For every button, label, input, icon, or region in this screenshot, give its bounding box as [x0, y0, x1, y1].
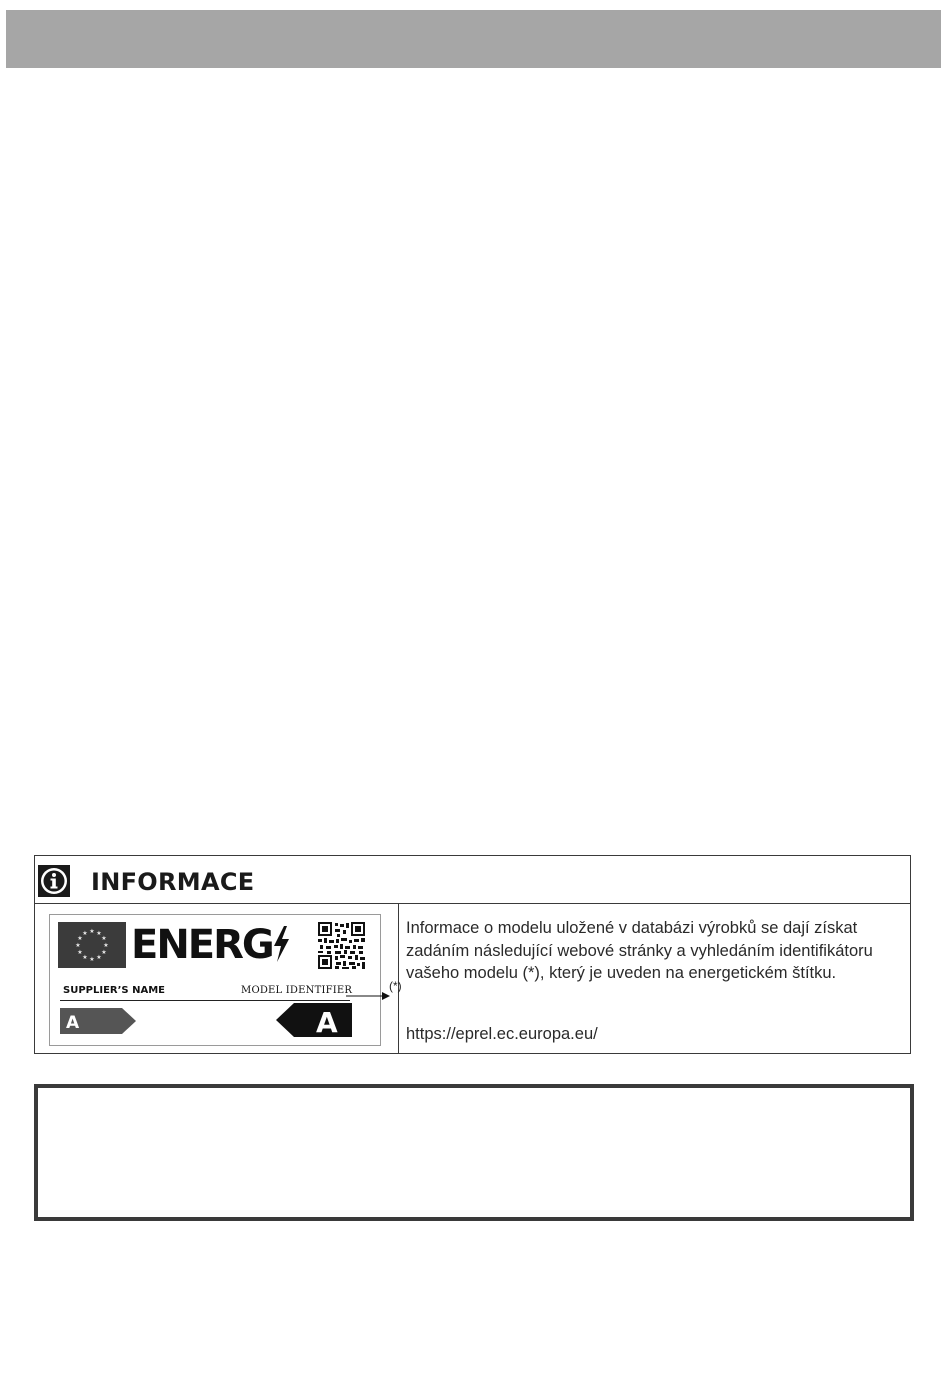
energy-label-image — [49, 914, 381, 1046]
svg-text:★: ★ — [82, 930, 88, 937]
model-identifier-label: MODEL IDENTIFIER — [241, 985, 353, 996]
energy-class-right-text: A — [316, 1006, 338, 1037]
eprel-url[interactable]: https://eprel.ec.europa.eu/ — [406, 1025, 598, 1043]
information-box — [34, 855, 911, 1054]
header-bar — [6, 10, 941, 68]
svg-text:★: ★ — [89, 928, 95, 935]
svg-text:★: ★ — [101, 935, 107, 942]
energ-wordmark: ENERG — [131, 922, 273, 968]
svg-text:★: ★ — [82, 954, 88, 961]
label-divider — [60, 1000, 350, 1001]
energy-label-cell — [35, 904, 402, 1054]
info-title: INFORMACE — [91, 868, 255, 896]
svg-text:★: ★ — [89, 956, 95, 963]
energy-class-arrow-left — [60, 1008, 136, 1034]
qr-code-icon — [318, 922, 365, 969]
svg-text:★: ★ — [96, 954, 102, 961]
energy-class-left-text: A — [66, 1013, 80, 1033]
energy-class-arrow-right — [276, 1003, 352, 1037]
info-circle-icon — [38, 865, 70, 897]
svg-text:★: ★ — [101, 949, 107, 956]
svg-text:★: ★ — [77, 949, 83, 956]
svg-text:★: ★ — [77, 935, 83, 942]
svg-text:★: ★ — [96, 930, 102, 937]
svg-text:★: ★ — [103, 942, 109, 949]
pointer-arrow-icon — [346, 991, 390, 1001]
info-header — [35, 856, 910, 904]
supplier-name-label: SUPPLIER’S NAME — [63, 985, 165, 996]
empty-note-box — [34, 1084, 914, 1221]
eu-flag-icon — [58, 922, 126, 968]
info-description: Informace o modelu uložené v databázi výrobků se dají získat zadáním následující webové stránky a vyhledáním identifikátoru vašeho modelu (*), který je uveden na energetickém štítku. — [406, 919, 873, 982]
lightning-bolt-icon — [272, 926, 290, 962]
asterisk-mark: (*) — [389, 979, 402, 993]
svg-text:★: ★ — [75, 942, 81, 949]
